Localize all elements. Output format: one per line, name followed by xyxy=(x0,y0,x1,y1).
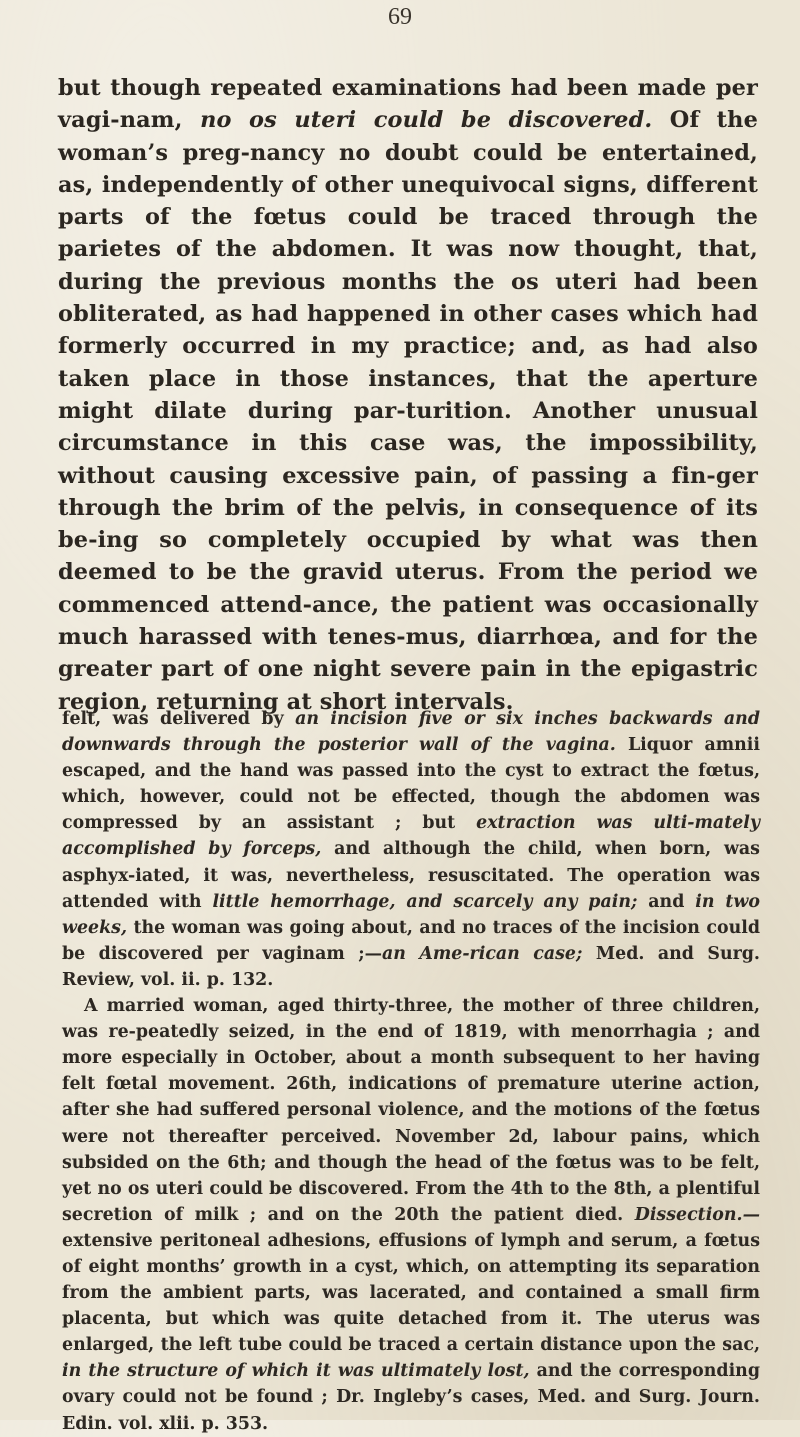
italic-segment: in two weeks, xyxy=(62,891,760,938)
italic-segment: extraction was ulti-mately accomplished by forceps, xyxy=(62,813,760,860)
text-segment: and the corresponding ovary could not be found ; Dr. Ingleby’s cases, Med. and Surg. Journ. Edin. vol. xlii. p. 353. xyxy=(62,1361,760,1434)
text-segment: felt, was delivered by xyxy=(62,709,296,729)
italic-segment: little hemorrhage, and scarcely any pain; xyxy=(212,891,638,912)
text-segment: extensive peritoneal adhesions, effusions of lymph and serum, a fœtus of eight months’ growth in a cyst, which, on attempting its separation from the ambient parts, was lacerated, and contained a small firm placenta, but which was quite detached from it. The uterus was enlarged, the left tube could be traced a certain distance upon the sac, xyxy=(62,1230,760,1356)
text-segment: Med. and Surg. Review, vol. ii. p. 132. xyxy=(62,943,760,990)
text-segment: Liquor amnii escaped, and the hand was passed into the cyst to extract the fœtus, which, however, could not be effected, though the abdomen was compressed by an assistant ; but xyxy=(62,735,760,834)
italic-segment: an Ame-rican case; xyxy=(382,943,583,964)
text-segment: and although the child, when born, was asphyx-iated, it was, nevertheless, resuscitated. The operation was attended with xyxy=(62,839,760,912)
italic-segment: an incision five or six inches backwards and downwards through the posterior wall of the vagina. xyxy=(62,709,760,756)
lower-passage xyxy=(62,706,760,1437)
text-segment: Of the woman’s preg-nancy no doubt could be entertained, as, independently of other unequivocal signs, different parts of the fœtus could be traced through the parietes of the abdomen. It was now thought, that, during the previous months the os uteri had been obliterated, as had happened in other cases which had formerly occurred in my practice; and, as had also taken place in those instances, that the aperture might dilate during par-turition. Another unusual circumstance in this case was, the impossibility, without causing excessive pain, of passing a fin-ger through the brim of the pelvis, in consequence of its be-ing so completely occupied by what was then deemed to be the gravid uterus. From the period we commenced attend-ance, the patient was occasionally much harassed with tenes-mus, diarrhœa, and for the greater part of one night severe pain in the epigastric region, returning at short intervals. xyxy=(58,107,758,715)
italic-segment: no os uteri could be discovered. xyxy=(200,107,653,134)
text-segment: but though repeated examinations had been made per vagi-nam, xyxy=(58,75,758,134)
lower-paragraph-1 xyxy=(62,706,760,993)
text-segment: and xyxy=(637,891,696,912)
italic-segment: in the structure of which it was ultimately lost, xyxy=(62,1361,530,1382)
upper-paragraph xyxy=(58,72,758,718)
text-segment: A married woman, aged thirty-three, the mother of three children, was re-peatedly seized, in the end of 1819, with menorrhagia ; and more especially in October, about a month subsequent to her having felt fœtal movement. 26th, indications of premature uterine action, after she had suffered personal violence, and the motions of the fœtus were not thereafter perceived. November 2d, labour pains, which subsided on the 6th; and though the head of the fœtus was to be felt, yet no os uteri could be discovered. From the 4th to the 8th, a plentiful secretion of milk ; and on the 20th the patient died. xyxy=(62,996,760,1225)
page-number: 69 xyxy=(388,4,412,30)
lower-paragraph-2 xyxy=(62,993,760,1437)
upper-passage xyxy=(58,72,758,718)
text-segment: the woman was going about, and no traces of the incision could be discovered per vaginam ;— xyxy=(62,917,760,964)
italic-segment: Dissection.— xyxy=(634,1204,760,1225)
